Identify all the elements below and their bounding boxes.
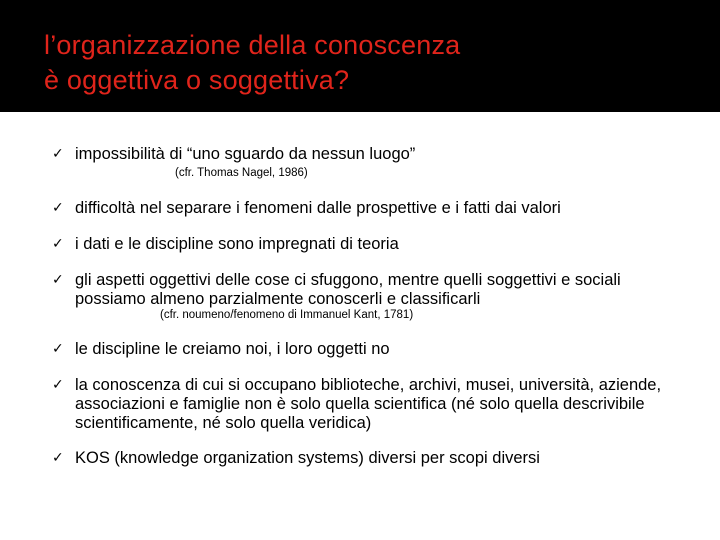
title-bar (0, 0, 720, 112)
bullet-text: impossibilità di “uno sguardo da nessun luogo” (75, 145, 416, 163)
bullet-text: la conoscenza di cui si occupano biblioteche, archivi, musei, università, aziende, associazioni e famiglie non è solo quella scientifica (né solo quella descrivibile scientificamente, né solo quella veridica) (75, 376, 662, 432)
checkmark-icon: ✓ (52, 450, 64, 466)
citation: (cfr. noumeno/fenomeno di Immanuel Kant, 1781) (160, 309, 414, 321)
checkmark-icon: ✓ (52, 200, 64, 216)
bullet-text: le discipline le creiamo noi, i loro oggetti no (75, 340, 390, 358)
checkmark-icon: ✓ (52, 272, 64, 288)
checkmark-icon: ✓ (52, 377, 64, 393)
title-line-1: l’organizzazione della conoscenza (44, 30, 461, 60)
slide-title (44, 28, 684, 98)
bullet-text: KOS (knowledge organization systems) diversi per scopi diversi (75, 449, 540, 467)
bullet-text: gli aspetti oggettivi delle cose ci sfuggono, mentre quelli soggettivi e sociali possiamo almeno parzialmente conoscerli e classificarli (75, 271, 621, 308)
checkmark-icon: ✓ (52, 146, 64, 162)
title-line-2: è oggettiva o soggettiva? (44, 65, 350, 95)
checkmark-icon: ✓ (52, 341, 64, 357)
checkmark-icon: ✓ (52, 236, 64, 252)
citation: (cfr. Thomas Nagel, 1986) (175, 167, 308, 179)
bullet-text: difficoltà nel separare i fenomeni dalle prospettive e i fatti dai valori (75, 199, 561, 217)
bullet-text: i dati e le discipline sono impregnati di teoria (75, 235, 399, 253)
